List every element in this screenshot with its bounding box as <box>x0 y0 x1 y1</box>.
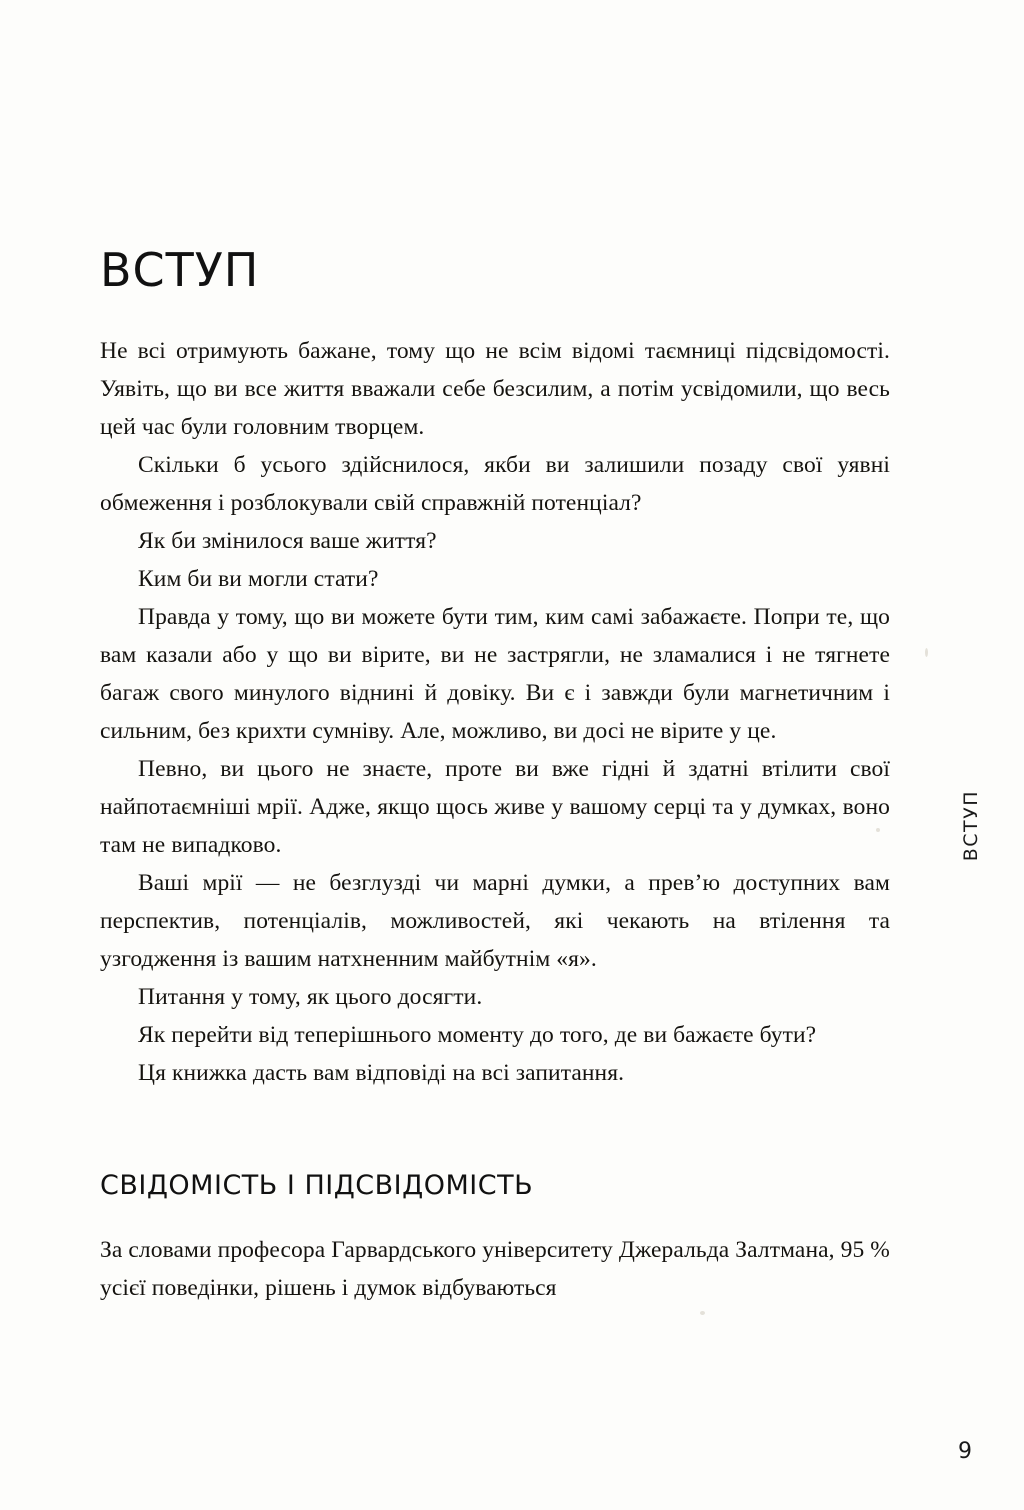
intro-body <box>100 332 890 1092</box>
paragraph: Скільки б усього здійснилося, якби ви залишили позаду свої уявні обмеження і розблокували свій справжній потенціал? <box>100 451 890 516</box>
paragraph: Певно, ви цього не знаєте, проте ви вже гідні й здатні втілити свої найпотаємніші мрії. Адже, якщо щось живе у вашому серці та у думках, воно там не випадково. <box>100 755 890 858</box>
paragraph: Ваші мрії — не безглузді чи марні думки, а прев’ю доступних вам перспектив, потенціалів, можливостей, які чекають на втілення та узгодження із вашим натхненним майбутнім «я». <box>100 869 890 972</box>
paragraph: Як би змінилося ваше життя? <box>138 527 437 554</box>
paragraph: Ця книжка дасть вам відповіді на всі запитання. <box>138 1059 625 1086</box>
paper-speck <box>700 1311 705 1315</box>
page-content <box>100 0 890 1307</box>
page-number: 9 <box>958 1439 972 1464</box>
section-heading: СВІДОМІСТЬ І ПІДСВІДОМІСТЬ <box>100 1169 534 1201</box>
chapter-title: ВСТУП <box>100 243 260 297</box>
paragraph: Правда у тому, що ви можете бути тим, ким самі забажаєте. Попри те, що вам казали або у що ви вірите, ви не застрягли, не зламалися і не тягнете багаж свого минулого віднині й довіку. Ви є і завжди були магнетичним і сильним, без крихти сумніву. Але, можливо, ви досі не вірите у це. <box>100 603 890 744</box>
paper-speck <box>925 648 928 657</box>
paragraph: Як перейти від теперішнього моменту до того, де ви бажаєте бути? <box>138 1021 817 1048</box>
paragraph: За словами професора Гарвардського університету Джеральда Залтмана, 95 % усієї поведінки, рішень і думок відбуваються <box>100 1236 890 1301</box>
section-body <box>100 1231 890 1307</box>
paragraph: Не всі отримують бажане, тому що не всім відомі таємниці підсвідомості. Уявіть, що ви все життя вважали себе безсилим, а потім усвідомили, що весь цей час були головним творцем. <box>100 337 890 440</box>
paragraph: Ким би ви могли стати? <box>138 565 379 592</box>
running-head-side: ВСТУП <box>960 790 982 862</box>
paragraph: Питання у тому, як цього досягти. <box>138 983 483 1010</box>
